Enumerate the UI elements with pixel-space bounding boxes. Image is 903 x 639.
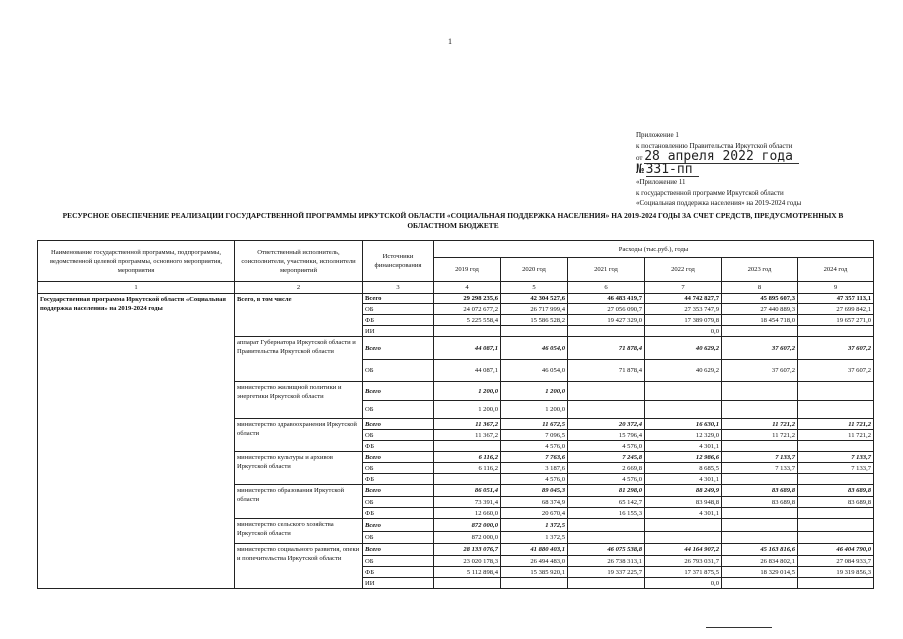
value-cell: 7 133,7 xyxy=(798,463,874,474)
value-cell: 71 878,4 xyxy=(568,337,645,360)
value-cell: 19 337 225,7 xyxy=(568,567,645,578)
source-cell: Всего xyxy=(363,519,434,532)
value-cell xyxy=(798,474,874,485)
value-cell: 20 670,4 xyxy=(501,508,568,519)
value-cell: 16 155,3 xyxy=(568,508,645,519)
value-cell: 27 353 747,9 xyxy=(645,304,722,315)
value-cell: 44 087,1 xyxy=(434,337,501,360)
value-cell: 44 164 907,2 xyxy=(645,544,722,556)
value-cell xyxy=(568,578,645,589)
value-cell: 41 880 403,1 xyxy=(501,544,568,556)
value-cell: 28 133 076,7 xyxy=(434,544,501,556)
value-cell: 17 389 079,8 xyxy=(645,315,722,326)
value-cell: 1 200,0 xyxy=(501,401,568,419)
value-cell: 12 660,0 xyxy=(434,508,501,519)
value-cell xyxy=(798,382,874,401)
value-cell: 7 133,7 xyxy=(798,452,874,463)
value-cell xyxy=(568,401,645,419)
value-cell: 37 607,2 xyxy=(722,360,798,382)
value-cell: 46 054,0 xyxy=(501,337,568,360)
appendix-line-6: к государственной программе Иркутской области xyxy=(636,188,784,197)
value-cell xyxy=(798,532,874,544)
source-cell: ОБ xyxy=(363,401,434,419)
column-number: 9 xyxy=(798,282,874,294)
value-cell: 11 721,2 xyxy=(722,430,798,441)
value-cell: 26 738 313,1 xyxy=(568,556,645,567)
value-cell: 27 440 889,3 xyxy=(722,304,798,315)
document-title: РЕСУРСНОЕ ОБЕСПЕЧЕНИЕ РЕАЛИЗАЦИИ ГОСУДАРСТВЕННОЙ ПРОГРАММЫ ИРКУТСКОЙ ОБЛАСТИ «СОЦИАЛЬНАЯ ПОДДЕРЖКА НАСЕЛЕНИЯ» НА 2019-2024 ГОДЫ ЗА СЧЕТ СРЕДСТВ, ПРЕДУСМОТРЕННЫХ В ОБЛАСТНОМ БЮДЖЕТЕ xyxy=(62,211,844,230)
value-cell: 40 629,2 xyxy=(645,360,722,382)
handwritten-date: 28 апреля 2022 года xyxy=(644,151,799,164)
header-year: 2024 год xyxy=(798,258,874,282)
value-cell xyxy=(434,578,501,589)
source-cell: Всего xyxy=(363,452,434,463)
value-cell xyxy=(568,326,645,337)
value-cell: 26 717 999,4 xyxy=(501,304,568,315)
value-cell: 45 895 607,3 xyxy=(722,294,798,304)
number-prefix: № xyxy=(636,162,644,177)
column-number: 8 xyxy=(722,282,798,294)
value-cell: 11 367,2 xyxy=(434,430,501,441)
column-number: 3 xyxy=(363,282,434,294)
source-cell: ОБ xyxy=(363,532,434,544)
value-cell: 4 576,0 xyxy=(501,474,568,485)
source-cell: Всего xyxy=(363,337,434,360)
value-cell: 88 249,9 xyxy=(645,485,722,497)
value-cell: 7 096,5 xyxy=(501,430,568,441)
value-cell: 6 116,2 xyxy=(434,452,501,463)
date-prefix: от xyxy=(636,154,643,162)
value-cell: 6 116,2 xyxy=(434,463,501,474)
value-cell: 23 020 178,3 xyxy=(434,556,501,567)
executor-cell: министерство социального развития, опеки и попечительства Иркутской области xyxy=(235,544,363,589)
value-cell xyxy=(434,474,501,485)
value-cell: 42 304 527,6 xyxy=(501,294,568,304)
value-cell: 5 225 558,4 xyxy=(434,315,501,326)
value-cell: 1 372,5 xyxy=(501,532,568,544)
value-cell xyxy=(722,474,798,485)
appendix-line-1: Приложение 1 xyxy=(636,131,679,139)
value-cell xyxy=(722,326,798,337)
value-cell: 46 054,0 xyxy=(501,360,568,382)
value-cell: 27 699 842,1 xyxy=(798,304,874,315)
value-cell: 46 075 538,8 xyxy=(568,544,645,556)
value-cell: 68 374,9 xyxy=(501,497,568,508)
value-cell: 24 072 677,2 xyxy=(434,304,501,315)
value-cell: 73 391,4 xyxy=(434,497,501,508)
source-cell: ОБ xyxy=(363,304,434,315)
value-cell: 17 371 875,5 xyxy=(645,567,722,578)
value-cell: 19 319 856,3 xyxy=(798,567,874,578)
source-cell: ОБ xyxy=(363,497,434,508)
value-cell: 26 494 483,0 xyxy=(501,556,568,567)
value-cell: 5 112 898,4 xyxy=(434,567,501,578)
header-source: Источники финансирования xyxy=(363,241,434,282)
column-number: 1 xyxy=(38,282,235,294)
value-cell: 27 084 933,7 xyxy=(798,556,874,567)
value-cell: 15 586 528,2 xyxy=(501,315,568,326)
value-cell: 4 576,0 xyxy=(501,441,568,452)
value-cell: 872 000,0 xyxy=(434,519,501,532)
source-cell: ФБ xyxy=(363,474,434,485)
source-cell: ОБ xyxy=(363,463,434,474)
source-cell: ИИ xyxy=(363,578,434,589)
value-cell: 45 163 816,6 xyxy=(722,544,798,556)
source-cell: Всего xyxy=(363,485,434,497)
value-cell xyxy=(645,519,722,532)
value-cell xyxy=(645,382,722,401)
executor-cell: Всего, в том числе xyxy=(235,294,363,337)
value-cell xyxy=(798,326,874,337)
footer-rule xyxy=(706,627,772,628)
column-number: 2 xyxy=(235,282,363,294)
value-cell: 1 200,0 xyxy=(501,382,568,401)
value-cell: 7 133,7 xyxy=(722,452,798,463)
value-cell: 0,0 xyxy=(645,326,722,337)
value-cell xyxy=(722,441,798,452)
value-cell: 4 576,0 xyxy=(568,441,645,452)
value-cell: 40 629,2 xyxy=(645,337,722,360)
source-cell: Всего xyxy=(363,382,434,401)
value-cell xyxy=(568,382,645,401)
value-cell: 7 245,8 xyxy=(568,452,645,463)
value-cell xyxy=(722,578,798,589)
header-year: 2020 год xyxy=(501,258,568,282)
value-cell: 8 685,5 xyxy=(645,463,722,474)
budget-table xyxy=(37,240,874,589)
column-number: 4 xyxy=(434,282,501,294)
value-cell: 1 200,0 xyxy=(434,401,501,419)
value-cell: 7 763,6 xyxy=(501,452,568,463)
header-executor: Ответственный исполнитель, соисполнители, участники, исполнители мероприятий xyxy=(235,241,363,282)
table-row xyxy=(38,294,874,304)
source-cell: ОБ xyxy=(363,556,434,567)
value-cell xyxy=(645,401,722,419)
value-cell: 27 056 090,7 xyxy=(568,304,645,315)
header-name: Наименование государственной программы, подпрограммы, ведомственной целевой программы, основного мероприятия, мероприятия xyxy=(38,241,235,282)
value-cell xyxy=(501,578,568,589)
value-cell: 4 301,1 xyxy=(645,474,722,485)
value-cell: 15 385 920,1 xyxy=(501,567,568,578)
source-cell: Всего xyxy=(363,294,434,304)
header-year: 2023 год xyxy=(722,258,798,282)
value-cell: 2 669,8 xyxy=(568,463,645,474)
value-cell: 0,0 xyxy=(645,578,722,589)
appendix-block xyxy=(636,130,896,209)
value-cell xyxy=(568,532,645,544)
value-cell: 16 630,1 xyxy=(645,419,722,430)
appendix-line-5: «Приложение 11 xyxy=(636,178,686,186)
source-cell: ФБ xyxy=(363,315,434,326)
value-cell xyxy=(645,532,722,544)
value-cell: 37 607,2 xyxy=(722,337,798,360)
program-name-cell: Государственная программа Иркутской области «Социальная поддержка населения» на 2019-2024 годы xyxy=(38,294,235,589)
value-cell xyxy=(798,519,874,532)
value-cell xyxy=(798,578,874,589)
handwritten-number: 331-пп xyxy=(646,164,699,177)
value-cell: 83 689,8 xyxy=(722,485,798,497)
value-cell xyxy=(722,401,798,419)
value-cell xyxy=(434,326,501,337)
appendix-number-line xyxy=(636,164,896,177)
column-number: 6 xyxy=(568,282,645,294)
value-cell: 19 657 271,0 xyxy=(798,315,874,326)
value-cell: 46 483 419,7 xyxy=(568,294,645,304)
executor-cell: министерство здравоохранения Иркутской области xyxy=(235,419,363,452)
page-number: 1 xyxy=(448,37,452,46)
value-cell: 11 721,2 xyxy=(722,419,798,430)
column-number: 7 xyxy=(645,282,722,294)
header-expenses: Расходы (тыс.руб.), годы xyxy=(434,241,874,258)
value-cell: 4 576,0 xyxy=(568,474,645,485)
source-cell: ОБ xyxy=(363,360,434,382)
source-cell: ИИ xyxy=(363,326,434,337)
value-cell xyxy=(798,401,874,419)
appendix-line-2: к постановлению Правительства Иркутской области xyxy=(636,141,793,150)
value-cell: 4 301,1 xyxy=(645,508,722,519)
source-cell: ОБ xyxy=(363,430,434,441)
value-cell xyxy=(501,326,568,337)
value-cell xyxy=(722,382,798,401)
value-cell xyxy=(568,519,645,532)
column-number: 5 xyxy=(501,282,568,294)
executor-cell: министерство образования Иркутской области xyxy=(235,485,363,519)
value-cell: 11 721,2 xyxy=(798,419,874,430)
value-cell: 12 329,0 xyxy=(645,430,722,441)
source-cell: Всего xyxy=(363,419,434,430)
value-cell: 11 672,5 xyxy=(501,419,568,430)
value-cell: 44 742 827,7 xyxy=(645,294,722,304)
value-cell: 47 357 113,1 xyxy=(798,294,874,304)
source-cell: ФБ xyxy=(363,441,434,452)
header-year: 2022 год xyxy=(645,258,722,282)
value-cell xyxy=(722,508,798,519)
value-cell: 71 878,4 xyxy=(568,360,645,382)
source-cell: ФБ xyxy=(363,508,434,519)
executor-cell: министерство сельского хозяйства Иркутской области xyxy=(235,519,363,544)
value-cell: 11 721,2 xyxy=(798,430,874,441)
value-cell: 89 045,3 xyxy=(501,485,568,497)
value-cell: 3 187,6 xyxy=(501,463,568,474)
header-year: 2021 год xyxy=(568,258,645,282)
value-cell: 37 607,2 xyxy=(798,360,874,382)
value-cell: 65 142,7 xyxy=(568,497,645,508)
value-cell: 46 404 790,0 xyxy=(798,544,874,556)
value-cell: 26 834 802,1 xyxy=(722,556,798,567)
value-cell: 83 689,8 xyxy=(798,485,874,497)
value-cell: 83 689,8 xyxy=(722,497,798,508)
value-cell: 15 796,4 xyxy=(568,430,645,441)
value-cell: 20 372,4 xyxy=(568,419,645,430)
value-cell: 37 607,2 xyxy=(798,337,874,360)
value-cell: 7 133,7 xyxy=(722,463,798,474)
executor-cell: министерство культуры и архивов Иркутской области xyxy=(235,452,363,485)
executor-cell: аппарат Губернатора Иркутской области и Правительства Иркутской области xyxy=(235,337,363,382)
value-cell: 11 367,2 xyxy=(434,419,501,430)
column-number-row xyxy=(38,282,874,294)
value-cell: 872 000,0 xyxy=(434,532,501,544)
value-cell: 29 298 235,6 xyxy=(434,294,501,304)
source-cell: Всего xyxy=(363,544,434,556)
value-cell xyxy=(798,441,874,452)
value-cell xyxy=(798,508,874,519)
value-cell: 18 454 718,0 xyxy=(722,315,798,326)
value-cell: 18 329 014,5 xyxy=(722,567,798,578)
executor-cell: министерство жилищной политики и энергетики Иркутской области xyxy=(235,382,363,419)
value-cell: 1 200,0 xyxy=(434,382,501,401)
appendix-line-7: «Социальная поддержка населения» на 2019-2024 годы xyxy=(636,199,802,207)
value-cell: 26 793 031,7 xyxy=(645,556,722,567)
value-cell: 86 051,4 xyxy=(434,485,501,497)
header-year: 2019 год xyxy=(434,258,501,282)
value-cell: 83 689,8 xyxy=(798,497,874,508)
value-cell xyxy=(722,532,798,544)
value-cell: 19 427 329,0 xyxy=(568,315,645,326)
value-cell: 44 087,1 xyxy=(434,360,501,382)
value-cell xyxy=(722,519,798,532)
value-cell xyxy=(434,441,501,452)
value-cell: 12 986,6 xyxy=(645,452,722,463)
source-cell: ФБ xyxy=(363,567,434,578)
value-cell: 4 301,1 xyxy=(645,441,722,452)
value-cell: 1 372,5 xyxy=(501,519,568,532)
value-cell: 81 298,0 xyxy=(568,485,645,497)
value-cell: 83 948,8 xyxy=(645,497,722,508)
